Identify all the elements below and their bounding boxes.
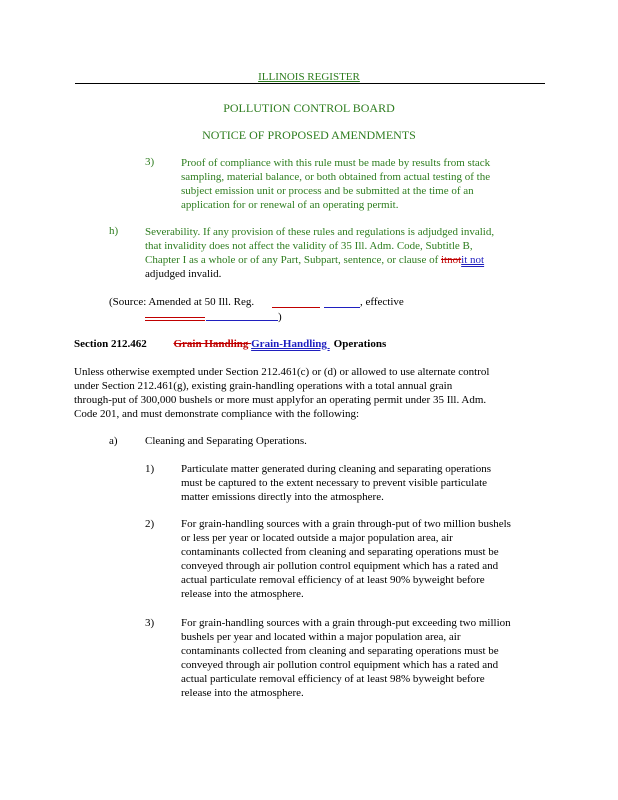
text-line: or less per year or located outside a major population area, air [181, 532, 453, 544]
source-blank-blue [324, 307, 360, 308]
deleted-text: itnot [441, 254, 462, 266]
section-deleted-title: Grain Handling [173, 338, 252, 350]
suba-title: Cleaning and Separating Operations. [145, 435, 307, 447]
text-line: conveyed through air pollution control equipment which has a rated and [181, 560, 499, 572]
text-line: release into the atmosphere. [181, 687, 304, 699]
text-line: that invalidity does not affect the validity of 35 Ill. Adm. Code, Subtitle B, [145, 240, 473, 252]
inserted-text: it not [461, 254, 485, 266]
text-line: bushels per year and located within a major population area, air [181, 631, 461, 643]
text-plain: Chapter I as a whole or of any Part, Subpart, sentence, or clause of [145, 254, 441, 266]
item3-number: 3) [145, 156, 155, 168]
text-line: matter emissions directly into the atmosphere. [181, 491, 384, 503]
text-line: subject emission unit or process and be submitted at the time of an [181, 185, 474, 197]
text-line: Unless otherwise exempted under Section 212.461(c) or (d) or allowed to use alternate control [74, 366, 490, 378]
text-line [145, 253, 494, 267]
text-line: Particulate matter generated during cleaning and separating operations [181, 463, 492, 475]
item1-number: 1) [145, 463, 155, 475]
text-line: conveyed through air pollution control equipment which has a rated and [181, 659, 499, 671]
text-line: For grain-handling sources with a grain through-put exceeding two million [181, 617, 511, 629]
item1-text [181, 462, 491, 504]
text-line: contaminants collected from cleaning and separating operations must be [181, 645, 499, 657]
item3b-text [181, 616, 511, 700]
section-heading [74, 337, 386, 351]
source-close-paren: ) [278, 311, 282, 323]
text-line: sampling, material balance, or both obtained from actual testing of the [181, 171, 491, 183]
board-title: POLLUTION CONTROL BOARD [223, 101, 395, 115]
text-line: must be captured to the extent necessary to prevent visible particulate [181, 477, 488, 489]
source-blank-blue-2 [206, 320, 278, 321]
text-line: actual particulate removal efficiency of at least 98% byweight before [181, 673, 485, 685]
text-line: release into the atmosphere. [181, 588, 304, 600]
itemh-text [145, 225, 494, 281]
text-line: actual particulate removal efficiency of at least 90% byweight before [181, 574, 485, 586]
source-effective: , effective [360, 296, 404, 308]
notice-title: NOTICE OF PROPOSED AMENDMENTS [202, 128, 416, 142]
source-text: (Source: Amended at 50 Ill. Reg. [109, 296, 255, 308]
itemh-number: h) [109, 225, 119, 237]
source-blank-red [272, 307, 320, 308]
source-line [109, 295, 254, 309]
text-line: through-put of 300,000 bushels or more must applyfor an operating permit under 35 Ill. Adm. [74, 394, 487, 406]
section-number: Section 212.462 [74, 338, 147, 350]
suba-number: a) [109, 435, 118, 447]
text-line: application for or renewal of an operating permit. [181, 199, 399, 211]
text-line: For grain-handling sources with a grain through-put of two million bushels [181, 518, 511, 530]
source-blank-red-2 [145, 317, 205, 321]
item2-number: 2) [145, 518, 155, 530]
text-line: under Section 212.461(g), existing grain-handling operations with a total annual grain [74, 380, 453, 392]
text-line: Proof of compliance with this rule must be made by results from stack [181, 157, 491, 169]
intro-paragraph [74, 365, 489, 421]
text-line: Severability. If any provision of these rules and regulations is adjudged invalid, [145, 226, 495, 238]
section-inserted-title: Grain-Handling [251, 338, 330, 350]
text-line: adjudged invalid. [145, 268, 222, 280]
text-line: contaminants collected from cleaning and separating operations must be [181, 546, 499, 558]
item3b-number: 3) [145, 617, 155, 629]
item2-text [181, 517, 511, 601]
header-rule [75, 83, 545, 84]
section-title-tail: Operations [333, 338, 387, 350]
text-line: Code 201, and must demonstrate compliance with the following: [74, 408, 360, 420]
item3-text [181, 156, 490, 212]
register-title: ILLINOIS REGISTER [258, 71, 360, 83]
